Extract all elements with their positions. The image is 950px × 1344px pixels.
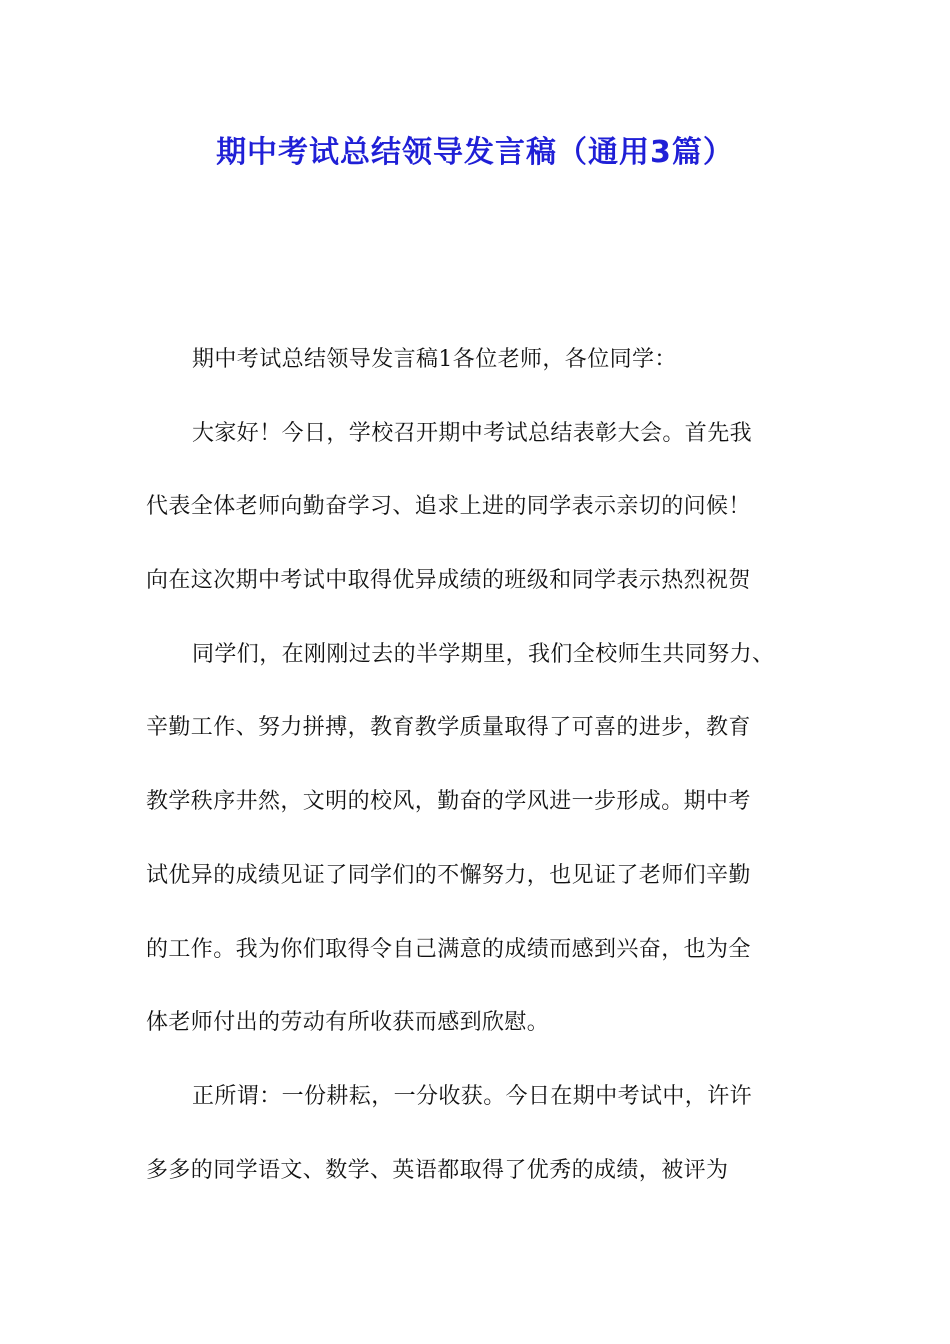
paragraph-line: 期中考试总结领导发言稿1各位老师，各位同学： bbox=[192, 347, 677, 372]
paragraph-line: 正所谓：一份耕耘，一分收获。今日在期中考试中，许许 bbox=[192, 1083, 753, 1109]
document-title: 期中考试总结领导发言稿（通用3篇） bbox=[216, 135, 734, 170]
paragraph-line: 试优异的成绩见证了同学们的不懈努力，也见证了老师们辛勤 bbox=[146, 862, 751, 888]
paragraph-line: 体老师付出的劳动有所收获而感到欣慰。 bbox=[146, 1010, 550, 1036]
paragraph-line: 辛勤工作、努力拼搏，教育教学质量取得了可喜的进步，教育 bbox=[146, 715, 751, 741]
paragraph-line: 同学们，在刚刚过去的半学期里，我们全校师生共同努力、 bbox=[192, 641, 775, 667]
paragraph-line: 大家好！今日，学校召开期中考试总结表彰大会。首先我 bbox=[192, 420, 753, 446]
paragraph-line: 的工作。我为你们取得令自己满意的成绩而感到兴奋，也为全 bbox=[146, 936, 751, 962]
paragraph-line: 向在这次期中考试中取得优异成绩的班级和同学表示热烈祝贺 bbox=[146, 568, 751, 594]
paragraph-line: 代表全体老师向勤奋学习、追求上进的同学表示亲切的问候！ bbox=[146, 494, 751, 520]
paragraph-line: 多多的同学语文、数学、英语都取得了优秀的成绩，被评为 bbox=[146, 1157, 729, 1183]
document-body bbox=[146, 338, 826, 1222]
paragraph-line: 教学秩序井然，文明的校风，勤奋的学风进一步形成。期中考 bbox=[146, 789, 751, 815]
